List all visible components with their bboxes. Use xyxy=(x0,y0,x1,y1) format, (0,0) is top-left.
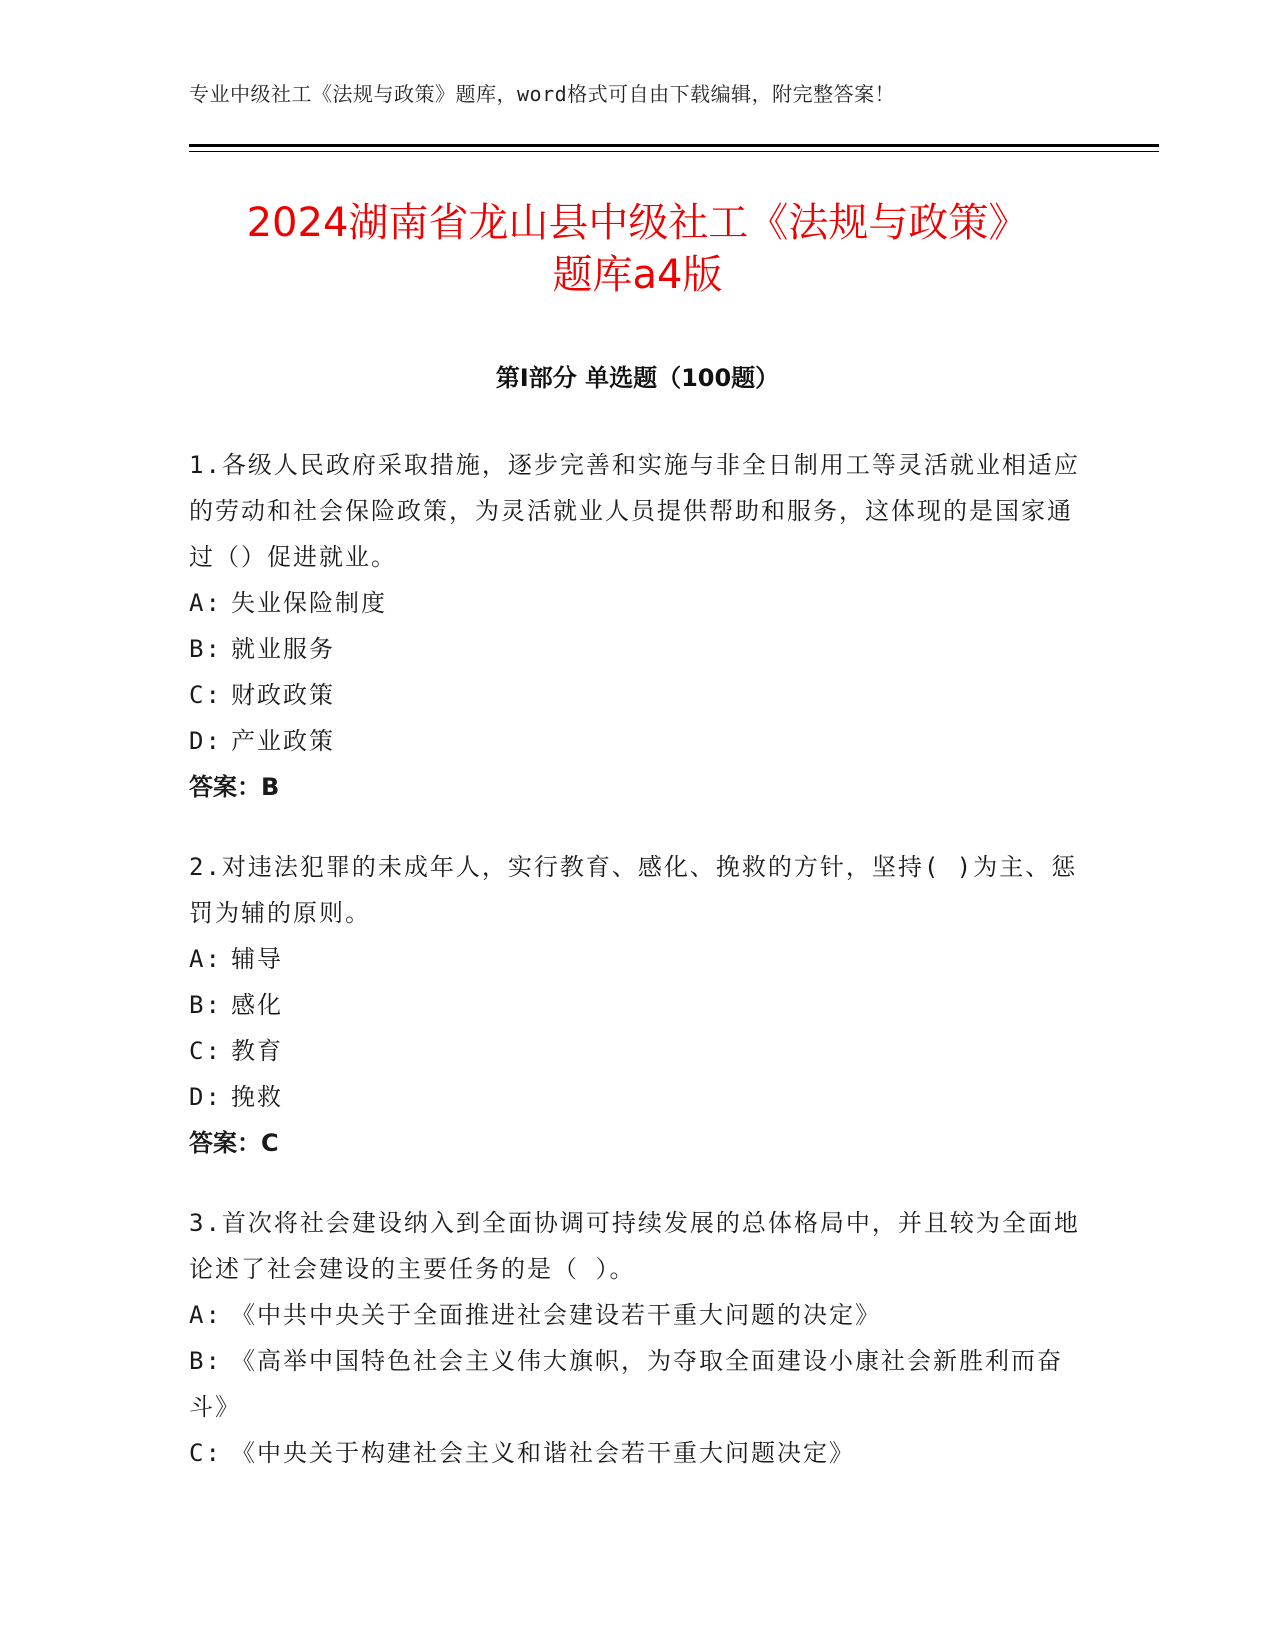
option-text: 教育 xyxy=(231,1037,283,1065)
question-text: 2.对违法犯罪的未成年人，实行教育、感化、挽救的方针，坚持( )为主、惩罚为辅的原则。 xyxy=(189,853,1078,927)
option-text: 感化 xyxy=(231,991,283,1019)
document-title xyxy=(150,197,1125,301)
option-b xyxy=(189,1338,1089,1430)
option-letter: B: xyxy=(189,635,222,663)
option-letter: A: xyxy=(189,945,222,973)
option-a xyxy=(189,580,1089,626)
option-text: 《中央关于构建社会主义和谐社会若干重大问题决定》 xyxy=(231,1439,855,1467)
option-letter: B: xyxy=(189,1347,222,1375)
option-letter: A: xyxy=(189,589,222,617)
answer: 答案：C xyxy=(189,1129,279,1157)
option-d xyxy=(189,718,1089,764)
question-list xyxy=(189,442,1089,1510)
option-letter: A: xyxy=(189,1301,222,1329)
option-letter: D: xyxy=(189,1083,222,1111)
header-note: 专业中级社工《法规与政策》题库，word格式可自由下载编辑，附完整答案！ xyxy=(189,82,896,106)
answer: 答案：B xyxy=(189,773,280,801)
document-title-line-2: 题库a4版 xyxy=(552,252,723,298)
question-text: 3.首次将社会建设纳入到全面协调可持续发展的总体格局中，并且较为全面地论述了社会建设的主要任务的是（ ）。 xyxy=(189,1209,1080,1283)
question-text: 1.各级人民政府采取措施，逐步完善和实施与非全日制用工等灵活就业相适应的劳动和社会保险政策，为灵活就业人员提供帮助和服务，这体现的是国家通过（）促进就业。 xyxy=(189,451,1080,571)
option-c xyxy=(189,1430,1089,1476)
option-b xyxy=(189,982,1089,1028)
option-letter: C: xyxy=(189,1439,222,1467)
option-text: 财政政策 xyxy=(231,681,335,709)
option-text: 挽救 xyxy=(231,1083,283,1111)
option-text: 《高举中国特色社会主义伟大旗帜，为夺取全面建设小康社会新胜利而奋斗》 xyxy=(189,1347,1063,1421)
option-text: 《中共中央关于全面推进社会建设若干重大问题的决定》 xyxy=(231,1301,881,1329)
option-c xyxy=(189,672,1089,718)
question-3 xyxy=(189,1200,1089,1476)
question-2 xyxy=(189,844,1089,1166)
option-d xyxy=(189,1074,1089,1120)
question-1 xyxy=(189,442,1089,810)
section-title: 第Ⅰ部分 单选题（100题） xyxy=(495,364,780,392)
option-text: 失业保险制度 xyxy=(231,589,387,617)
option-text: 产业政策 xyxy=(231,727,335,755)
header-rule-thick xyxy=(189,144,1159,147)
option-c xyxy=(189,1028,1089,1074)
option-b xyxy=(189,626,1089,672)
option-text: 辅导 xyxy=(231,945,283,973)
option-letter: B: xyxy=(189,991,222,1019)
option-letter: D: xyxy=(189,727,222,755)
option-letter: C: xyxy=(189,681,222,709)
option-a xyxy=(189,936,1089,982)
option-a xyxy=(189,1292,1089,1338)
option-letter: C: xyxy=(189,1037,222,1065)
document-title-line-1: 2024湖南省龙山县中级社工《法规与政策》 xyxy=(246,200,1029,246)
header-rule-thin xyxy=(189,151,1159,152)
option-text: 就业服务 xyxy=(231,635,335,663)
